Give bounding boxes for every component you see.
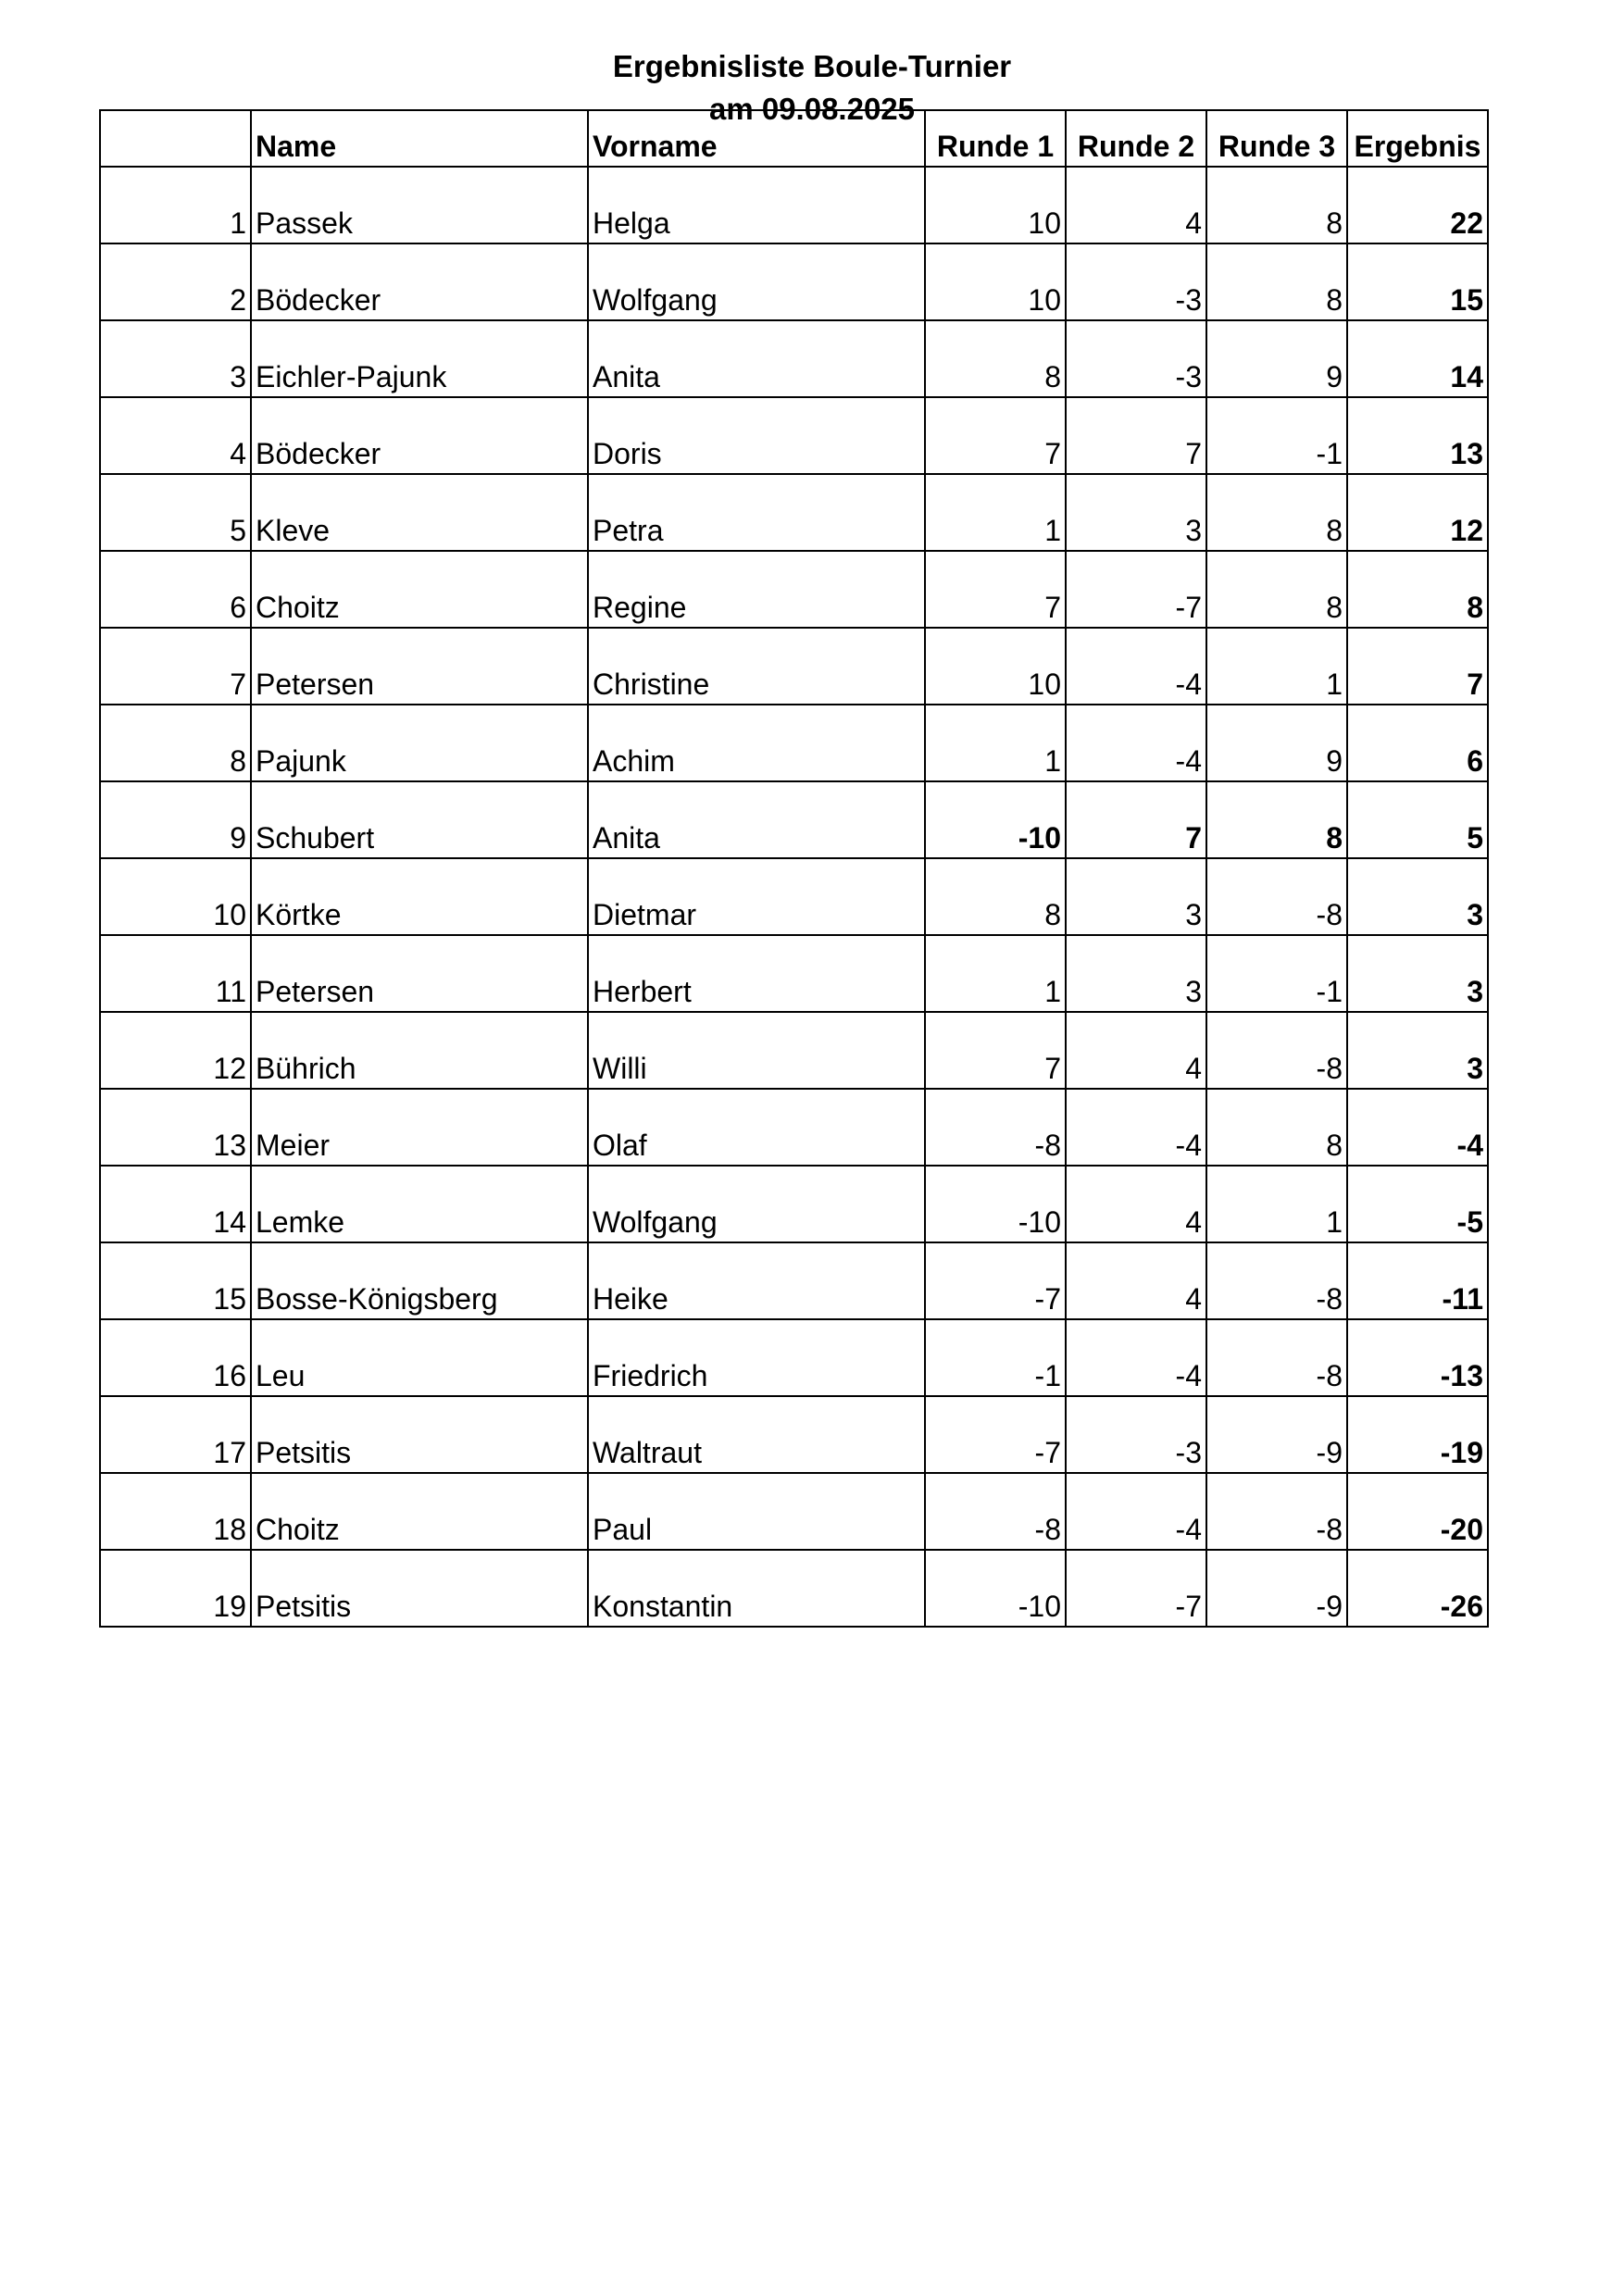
- cell-runde-2: 3: [1066, 858, 1206, 935]
- cell-runde-3: -1: [1206, 397, 1347, 474]
- cell-runde-1: 8: [925, 320, 1066, 397]
- cell-name: Choitz: [251, 1473, 588, 1550]
- cell-vorname: Christine: [588, 628, 925, 705]
- header-runde-3: Runde 3: [1206, 110, 1347, 167]
- cell-runde-1: 7: [925, 1012, 1066, 1089]
- cell-vorname: Friedrich: [588, 1319, 925, 1396]
- header-runde-2: Runde 2: [1066, 110, 1206, 167]
- cell-runde-1: -8: [925, 1473, 1066, 1550]
- cell-name: Passek: [251, 167, 588, 243]
- cell-rank: 13: [100, 1089, 251, 1166]
- cell-rank: 15: [100, 1242, 251, 1319]
- cell-ergebnis: -5: [1347, 1166, 1488, 1242]
- cell-rank: 9: [100, 781, 251, 858]
- cell-vorname: Waltraut: [588, 1396, 925, 1473]
- cell-runde-1: 1: [925, 474, 1066, 551]
- cell-vorname: Regine: [588, 551, 925, 628]
- cell-name: Petsitis: [251, 1396, 588, 1473]
- cell-vorname: Anita: [588, 781, 925, 858]
- cell-runde-1: 8: [925, 858, 1066, 935]
- cell-runde-1: -7: [925, 1242, 1066, 1319]
- table-row: [100, 1089, 1488, 1166]
- cell-runde-2: 4: [1066, 167, 1206, 243]
- cell-runde-3: -8: [1206, 1012, 1347, 1089]
- cell-rank: 10: [100, 858, 251, 935]
- cell-vorname: Anita: [588, 320, 925, 397]
- table-row: [100, 474, 1488, 551]
- cell-vorname: Willi: [588, 1012, 925, 1089]
- cell-runde-1: 7: [925, 551, 1066, 628]
- cell-runde-3: 8: [1206, 474, 1347, 551]
- cell-runde-3: -8: [1206, 1319, 1347, 1396]
- cell-name: Petersen: [251, 935, 588, 1012]
- cell-runde-3: 8: [1206, 781, 1347, 858]
- cell-name: Bödecker: [251, 397, 588, 474]
- cell-rank: 5: [100, 474, 251, 551]
- cell-vorname: Wolfgang: [588, 1166, 925, 1242]
- cell-rank: 7: [100, 628, 251, 705]
- cell-ergebnis: 12: [1347, 474, 1488, 551]
- cell-vorname: Doris: [588, 397, 925, 474]
- cell-runde-2: 4: [1066, 1012, 1206, 1089]
- cell-rank: 6: [100, 551, 251, 628]
- cell-runde-1: 1: [925, 705, 1066, 781]
- cell-ergebnis: -20: [1347, 1473, 1488, 1550]
- cell-rank: 19: [100, 1550, 251, 1627]
- table-row: [100, 1242, 1488, 1319]
- cell-rank: 11: [100, 935, 251, 1012]
- table-row: [100, 167, 1488, 243]
- cell-rank: 12: [100, 1012, 251, 1089]
- cell-name: Pajunk: [251, 705, 588, 781]
- cell-name: Kleve: [251, 474, 588, 551]
- document-title: Ergebnisliste Boule-Turnier: [612, 49, 1012, 83]
- cell-name: Petersen: [251, 628, 588, 705]
- cell-runde-2: 3: [1066, 474, 1206, 551]
- table-row: [100, 1550, 1488, 1627]
- cell-ergebnis: 22: [1347, 167, 1488, 243]
- cell-vorname: Heike: [588, 1242, 925, 1319]
- cell-ergebnis: 3: [1347, 1012, 1488, 1089]
- cell-vorname: Wolfgang: [588, 243, 925, 320]
- table-row: [100, 397, 1488, 474]
- cell-runde-3: 1: [1206, 1166, 1347, 1242]
- cell-runde-1: -8: [925, 1089, 1066, 1166]
- cell-runde-1: 7: [925, 397, 1066, 474]
- cell-name: Lemke: [251, 1166, 588, 1242]
- cell-ergebnis: -4: [1347, 1089, 1488, 1166]
- cell-rank: 17: [100, 1396, 251, 1473]
- cell-name: Bosse-Königsberg: [251, 1242, 588, 1319]
- cell-runde-3: 1: [1206, 628, 1347, 705]
- cell-runde-1: 10: [925, 628, 1066, 705]
- cell-name: Schubert: [251, 781, 588, 858]
- cell-runde-2: -7: [1066, 1550, 1206, 1627]
- cell-vorname: Dietmar: [588, 858, 925, 935]
- cell-runde-1: 10: [925, 167, 1066, 243]
- cell-rank: 4: [100, 397, 251, 474]
- cell-vorname: Helga: [588, 167, 925, 243]
- cell-runde-3: 8: [1206, 1089, 1347, 1166]
- cell-runde-2: -4: [1066, 1473, 1206, 1550]
- table-row: [100, 551, 1488, 628]
- cell-vorname: Paul: [588, 1473, 925, 1550]
- cell-rank: 18: [100, 1473, 251, 1550]
- cell-ergebnis: 5: [1347, 781, 1488, 858]
- cell-rank: 1: [100, 167, 251, 243]
- cell-runde-3: -1: [1206, 935, 1347, 1012]
- header-row: [100, 110, 1488, 167]
- cell-runde-1: 1: [925, 935, 1066, 1012]
- table-row: [100, 1473, 1488, 1550]
- cell-runde-1: -10: [925, 781, 1066, 858]
- cell-ergebnis: 7: [1347, 628, 1488, 705]
- cell-ergebnis: -11: [1347, 1242, 1488, 1319]
- results-table: [99, 109, 1489, 1628]
- cell-vorname: Konstantin: [588, 1550, 925, 1627]
- table-row: [100, 628, 1488, 705]
- cell-name: Petsitis: [251, 1550, 588, 1627]
- cell-name: Körtke: [251, 858, 588, 935]
- table-row: [100, 781, 1488, 858]
- cell-rank: 8: [100, 705, 251, 781]
- cell-runde-1: 10: [925, 243, 1066, 320]
- cell-runde-2: 7: [1066, 397, 1206, 474]
- cell-runde-3: -9: [1206, 1396, 1347, 1473]
- cell-runde-2: 3: [1066, 935, 1206, 1012]
- cell-name: Bührich: [251, 1012, 588, 1089]
- cell-runde-3: 8: [1206, 167, 1347, 243]
- header-name: Name: [251, 110, 588, 167]
- cell-vorname: Herbert: [588, 935, 925, 1012]
- cell-name: Bödecker: [251, 243, 588, 320]
- table-row: [100, 243, 1488, 320]
- cell-name: Eichler-Pajunk: [251, 320, 588, 397]
- cell-ergebnis: 8: [1347, 551, 1488, 628]
- cell-runde-2: -7: [1066, 551, 1206, 628]
- cell-rank: 2: [100, 243, 251, 320]
- cell-runde-2: 4: [1066, 1166, 1206, 1242]
- cell-runde-3: 9: [1206, 705, 1347, 781]
- cell-runde-2: -3: [1066, 320, 1206, 397]
- table-row: [100, 705, 1488, 781]
- cell-name: Leu: [251, 1319, 588, 1396]
- cell-runde-2: -4: [1066, 628, 1206, 705]
- document-date: am 09.08.2025: [708, 92, 916, 126]
- cell-vorname: Olaf: [588, 1089, 925, 1166]
- cell-runde-2: -3: [1066, 1396, 1206, 1473]
- cell-ergebnis: -26: [1347, 1550, 1488, 1627]
- cell-runde-3: -8: [1206, 1242, 1347, 1319]
- cell-rank: 14: [100, 1166, 251, 1242]
- cell-ergebnis: 3: [1347, 935, 1488, 1012]
- cell-vorname: Petra: [588, 474, 925, 551]
- table-row: [100, 1166, 1488, 1242]
- cell-ergebnis: 3: [1347, 858, 1488, 935]
- cell-runde-2: -4: [1066, 705, 1206, 781]
- cell-runde-2: -4: [1066, 1089, 1206, 1166]
- cell-name: Choitz: [251, 551, 588, 628]
- cell-runde-2: 4: [1066, 1242, 1206, 1319]
- cell-name: Meier: [251, 1089, 588, 1166]
- cell-rank: 3: [100, 320, 251, 397]
- cell-vorname: Achim: [588, 705, 925, 781]
- cell-rank: 16: [100, 1319, 251, 1396]
- cell-runde-3: 8: [1206, 243, 1347, 320]
- table-row: [100, 1012, 1488, 1089]
- cell-runde-1: -1: [925, 1319, 1066, 1396]
- cell-ergebnis: 6: [1347, 705, 1488, 781]
- table-row: [100, 858, 1488, 935]
- cell-runde-3: 9: [1206, 320, 1347, 397]
- cell-runde-2: 7: [1066, 781, 1206, 858]
- header-runde-1: Runde 1: [925, 110, 1066, 167]
- cell-runde-2: -4: [1066, 1319, 1206, 1396]
- cell-runde-3: -8: [1206, 1473, 1347, 1550]
- table-row: [100, 1319, 1488, 1396]
- cell-ergebnis: 15: [1347, 243, 1488, 320]
- cell-ergebnis: 14: [1347, 320, 1488, 397]
- header-vorname: Vorname: [588, 110, 925, 167]
- table-row: [100, 320, 1488, 397]
- cell-ergebnis: -19: [1347, 1396, 1488, 1473]
- cell-runde-3: 8: [1206, 551, 1347, 628]
- table-row: [100, 935, 1488, 1012]
- header-ergebnis: Ergebnis: [1347, 110, 1488, 167]
- cell-runde-1: -10: [925, 1550, 1066, 1627]
- cell-runde-3: -8: [1206, 858, 1347, 935]
- header-rank: [100, 110, 251, 167]
- cell-ergebnis: 13: [1347, 397, 1488, 474]
- cell-runde-1: -7: [925, 1396, 1066, 1473]
- cell-runde-2: -3: [1066, 243, 1206, 320]
- table-row: [100, 1396, 1488, 1473]
- cell-ergebnis: -13: [1347, 1319, 1488, 1396]
- cell-runde-3: -9: [1206, 1550, 1347, 1627]
- results-body: [100, 167, 1488, 1627]
- cell-runde-1: -10: [925, 1166, 1066, 1242]
